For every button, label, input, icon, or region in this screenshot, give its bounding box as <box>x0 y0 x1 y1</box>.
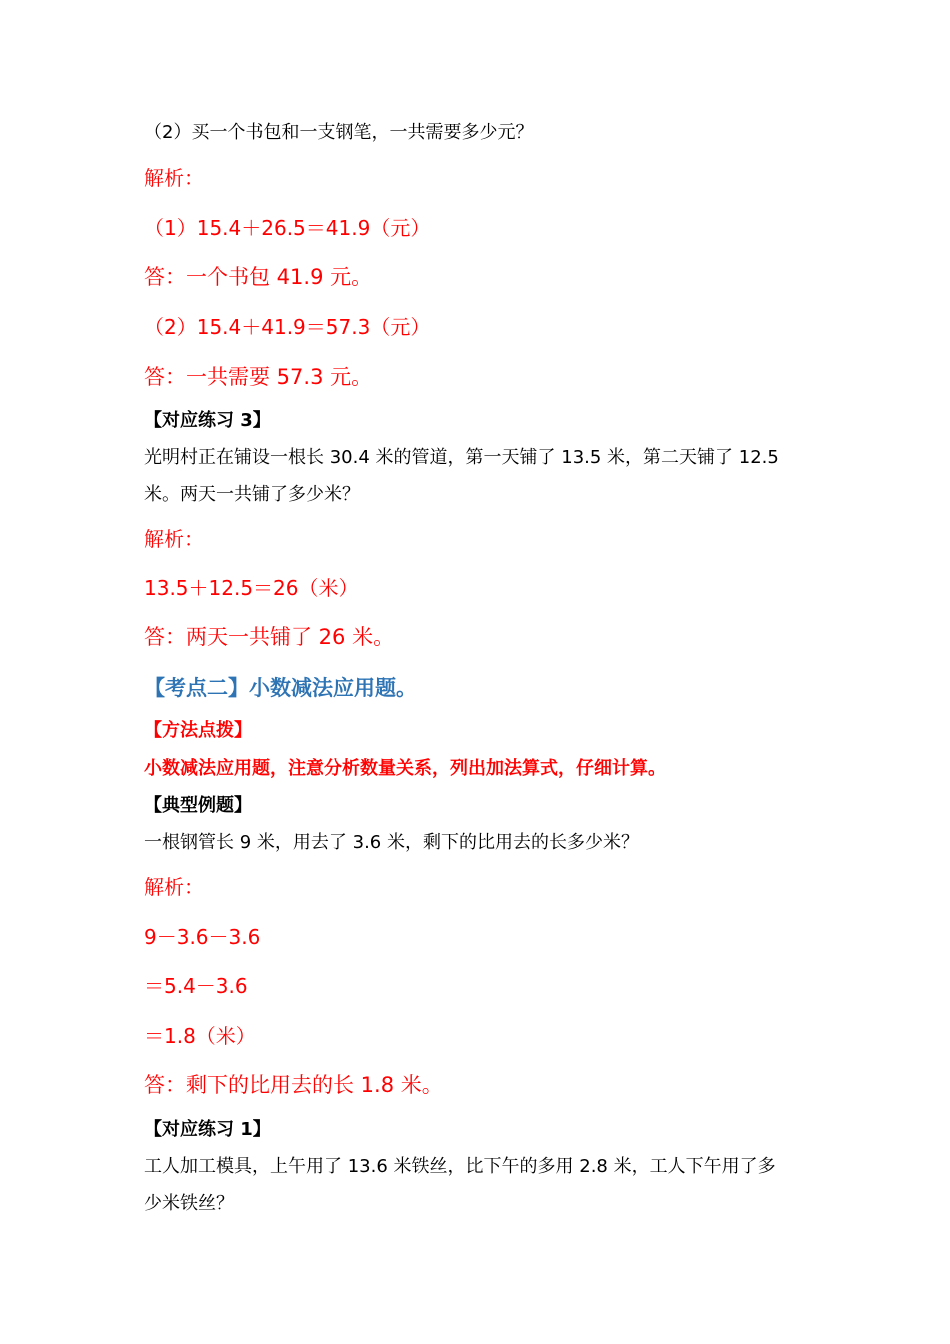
analysis-label: 解析： <box>144 166 204 190</box>
topic-2-heading: 【考点二】小数减法应用题。 <box>144 676 417 700</box>
example-calc-3: ＝1.8（米） <box>144 1024 256 1048</box>
practice-3-answer: 答：两天一共铺了 26 米。 <box>144 625 395 649</box>
practice-3-analysis-label: 解析： <box>144 527 204 551</box>
solution-step-2: （2）15.4＋41.9＝57.3（元） <box>144 315 431 339</box>
example-heading: 【典型例题】 <box>144 795 252 816</box>
method-heading: 【方法点拨】 <box>144 720 252 741</box>
question-2: （2）买一个书包和一支钢笔，一共需要多少元？ <box>144 122 534 143</box>
method-text: 小数减法应用题，注意分析数量关系，列出加法算式，仔细计算。 <box>144 758 666 779</box>
practice-1-problem-line-1: 工人加工模具，上午用了 13.6 米铁丝，比下午的多用 2.8 米，工人下午用了多 <box>144 1156 776 1177</box>
solution-step-1: （1）15.4＋26.5＝41.9（元） <box>144 216 431 240</box>
example-calc-2: ＝5.4－3.6 <box>144 974 248 998</box>
example-answer: 答：剩下的比用去的长 1.8 米。 <box>144 1073 443 1097</box>
practice-1-problem-line-2: 少米铁丝？ <box>144 1193 234 1214</box>
practice-3-problem-line-1: 光明村正在铺设一根长 30.4 米的管道，第一天铺了 13.5 米，第二天铺了 12.5 <box>144 447 779 468</box>
answer-2: 答：一共需要 57.3 元。 <box>144 365 373 389</box>
example-analysis-label: 解析： <box>144 875 204 899</box>
example-problem: 一根钢管长 9 米，用去了 3.6 米，剩下的比用去的长多少米？ <box>144 832 639 853</box>
example-calc-1: 9－3.6－3.6 <box>144 925 261 949</box>
answer-1: 答：一个书包 41.9 元。 <box>144 265 373 289</box>
practice-3-heading: 【对应练习 3】 <box>144 410 271 431</box>
practice-3-problem-line-2: 米。两天一共铺了多少米？ <box>144 484 360 505</box>
practice-1-heading: 【对应练习 1】 <box>144 1119 271 1140</box>
practice-3-solution: 13.5＋12.5＝26（米） <box>144 576 359 600</box>
